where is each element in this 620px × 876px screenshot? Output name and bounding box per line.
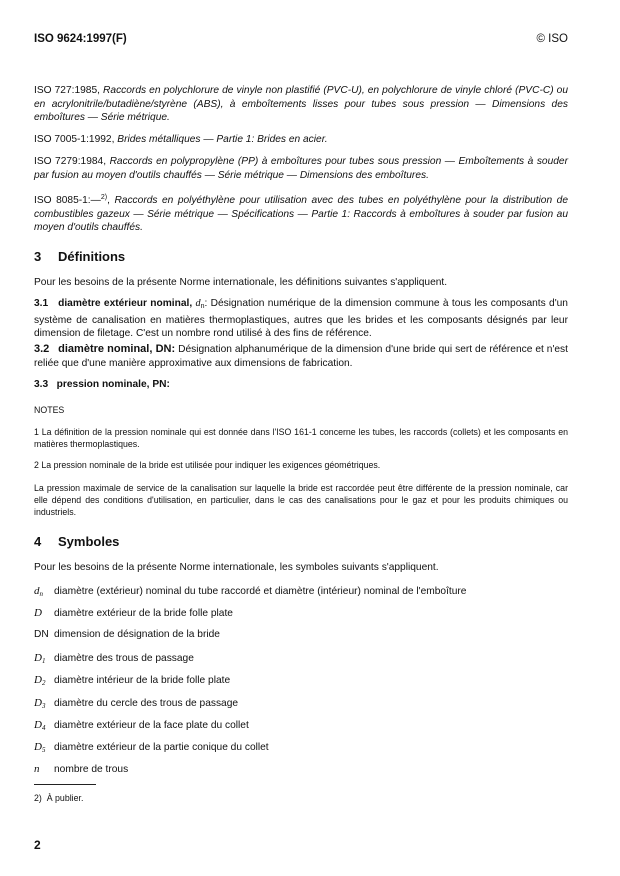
footnote bbox=[34, 792, 568, 804]
reference-code: ISO 7279:1984, bbox=[34, 156, 107, 167]
symbol-row bbox=[34, 762, 128, 779]
reference-iso-7279 bbox=[34, 155, 568, 182]
section-4-intro: Pour les besoins de la présente Norme internationale, les symboles suivants s'appliquent. bbox=[34, 562, 439, 573]
symbol-description: diamètre intérieur de la bride folle plate bbox=[54, 675, 231, 686]
symbol: D bbox=[34, 741, 42, 753]
definition-term: diamètre nominal, DN: bbox=[58, 343, 176, 355]
definition-number: 3.2 bbox=[34, 343, 50, 355]
section-title: Symboles bbox=[58, 534, 120, 549]
symbol-description: diamètre des trous de passage bbox=[54, 653, 194, 664]
symbol: D bbox=[34, 697, 42, 709]
definition-3-3 bbox=[34, 378, 568, 392]
definition-text: Désignation alphanumérique de la dimension d'une bride qui sert de référence et n'est reliée que d'une manière approximative aux dimensions de fabrication. bbox=[34, 344, 568, 369]
symbol: DN bbox=[34, 629, 49, 640]
symbol-row bbox=[34, 718, 249, 735]
page-number: 2 bbox=[34, 838, 41, 852]
note-2: 2 La pression nominale de la bride est utilisée pour indiquer les exigences géométriques. bbox=[34, 460, 381, 470]
symbol-row bbox=[34, 740, 269, 757]
symbol-description: diamètre extérieur de la bride folle plate bbox=[54, 608, 233, 619]
symbol-sub: 1 bbox=[41, 657, 46, 665]
reference-code: ISO 727:1985, bbox=[34, 85, 100, 96]
footnote-divider bbox=[34, 784, 96, 785]
symbol: D bbox=[34, 674, 42, 686]
definition-text: : Désignation numérique de la dimension commune à tous les composants d'un système de canalisation en matières thermoplastiques, autres que les brides et les composants désignés par leur dimension de filetage. C'est un nombre rond utilisé à des fins de référence. bbox=[34, 298, 568, 339]
symbol-sub: 2 bbox=[41, 679, 46, 687]
symbol: D bbox=[34, 719, 42, 731]
definition-3-1 bbox=[34, 297, 568, 341]
symbol-description: nombre de trous bbox=[54, 764, 129, 775]
symbol-description: diamètre du cercle des trous de passage bbox=[54, 698, 239, 709]
reference-code-comma: , bbox=[107, 195, 110, 206]
symbol-row bbox=[34, 628, 220, 645]
definition-symbol-sub: n bbox=[200, 303, 205, 310]
symbol-sub: 5 bbox=[41, 746, 46, 754]
section-4-heading bbox=[34, 534, 119, 549]
section-title: Définitions bbox=[58, 249, 126, 264]
reference-iso-727 bbox=[34, 84, 568, 125]
definition-term: diamètre extérieur nominal, bbox=[58, 298, 193, 309]
symbol-row bbox=[34, 651, 194, 668]
symbol-row bbox=[34, 606, 233, 623]
section-3-intro: Pour les besoins de la présente Norme internationale, les définitions suivantes s'appliquent. bbox=[34, 277, 448, 288]
definition-symbol: d bbox=[195, 298, 201, 309]
symbol-description: diamètre extérieur de la face plate du collet bbox=[54, 720, 249, 731]
reference-code: ISO 8085-1:— bbox=[34, 195, 101, 206]
footnote-text: À publier. bbox=[46, 793, 84, 803]
symbol-sub: 4 bbox=[41, 724, 46, 732]
symbol: D bbox=[34, 607, 42, 619]
definition-3-2 bbox=[34, 343, 568, 370]
section-number: 4 bbox=[34, 534, 42, 549]
reference-title: Brides métalliques — Partie 1: Brides en acier. bbox=[117, 134, 328, 145]
symbol: D bbox=[34, 652, 42, 664]
reference-title: Raccords en polypropylène (PP) à emboîtures pour tubes sous pression — Emboîtements à souder par fusion au moyen d'outils chauffés — Série métrique — Dimensions des emboîtures. bbox=[34, 156, 568, 181]
definition-number: 3.3 bbox=[34, 379, 49, 390]
symbol-description: diamètre (extérieur) nominal du tube raccordé et diamètre (intérieur) nominal de l'emboîture bbox=[54, 586, 467, 597]
reference-title: Raccords en polychlorure de vinyle non plastifié (PVC-U), en polychlorure de vinyle chloré (PVC-C) ou en acrylonitrile/butadiène/styrène (ABS), à emboîtements lisses pour tubes sous pression — Dimensions des emboîtures — Série métrique. bbox=[34, 85, 568, 123]
running-header-right: © ISO bbox=[536, 33, 568, 45]
symbol-row bbox=[34, 584, 466, 601]
symbol-description: dimension de désignation de la bride bbox=[54, 629, 220, 640]
symbol-row bbox=[34, 673, 230, 690]
symbol-sub: n bbox=[39, 590, 43, 598]
reference-code: ISO 7005-1:1992, bbox=[34, 134, 115, 145]
reference-iso-8085-1 bbox=[34, 191, 568, 235]
notes-label: NOTES bbox=[34, 405, 65, 415]
footnote-ref: 2) bbox=[100, 194, 108, 201]
note-3: La pression maximale de service de la canalisation sur laquelle la bride est raccordée peut être différente de la pression nominale, car elle dépend des conditions d'utilisation, en particulier, dans le cas des canalisations pour le gaz et pour les produits chimiques ou industriels. bbox=[34, 483, 568, 517]
reference-iso-7005-1 bbox=[34, 133, 568, 147]
definition-term: pression nominale, PN: bbox=[56, 379, 170, 390]
symbol: n bbox=[34, 763, 40, 775]
reference-title: Raccords en polyéthylène pour utilisation avec des tubes en polyéthylène pour la distribution de combustibles gazeux — Série métrique — Spécifications — Partie 1: Raccords à emboîtures à souder par fusion au moyen d'outils chauffés. bbox=[34, 195, 568, 233]
section-number: 3 bbox=[34, 249, 42, 264]
running-header-left: ISO 9624:1997(F) bbox=[34, 33, 127, 45]
definition-number: 3.1 bbox=[34, 298, 49, 309]
note-1: 1 La définition de la pression nominale qui est donnée dans l'ISO 161-1 concerne les tubes, les raccords (collets) et les composants en matières thermoplastiques. bbox=[34, 427, 568, 449]
symbol-row bbox=[34, 696, 238, 713]
symbol-description: diamètre extérieur de la partie conique du collet bbox=[54, 742, 269, 753]
symbol: d bbox=[34, 585, 40, 597]
section-3-heading bbox=[34, 249, 125, 264]
footnote-mark: 2) bbox=[34, 793, 42, 803]
symbol-sub: 3 bbox=[41, 702, 46, 710]
